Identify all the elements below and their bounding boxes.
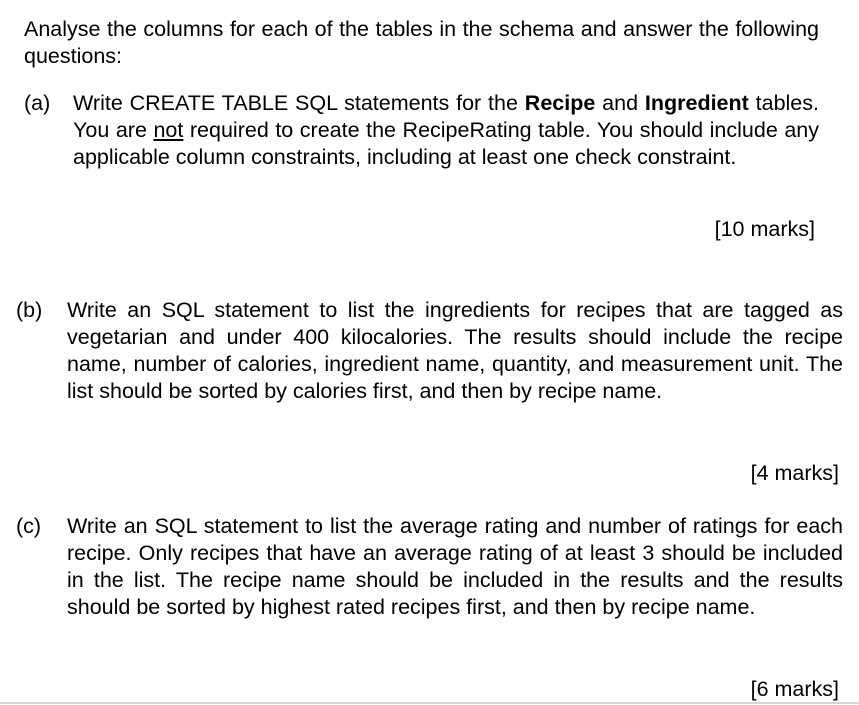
question-a-text bbox=[73, 90, 819, 171]
question-c-marks: [6 marks] bbox=[750, 677, 839, 701]
question-a-text-part: required to create the RecipeRating table. You should include any applicable column constraints, including at least one check constraint. bbox=[73, 118, 819, 169]
not-emphasis: not bbox=[153, 118, 184, 142]
question-b-text: Write an SQL statement to list the ingredients for recipes that are tagged as vegetarian and under 400 kilocalories. The results should include the recipe name, number of calories, ingredient name, quantity, and measurement unit. The list should be sorted by calories first, and then by recipe name. bbox=[67, 298, 843, 403]
instructions-text: Analyse the columns for each of the tables in the schema and answer the following questions: bbox=[24, 17, 819, 68]
bottom-divider bbox=[0, 702, 859, 704]
question-b-marks: [4 marks] bbox=[750, 461, 839, 485]
question-c-text: Write an SQL statement to list the average rating and number of ratings for each recipe. Only recipes that have an average rating of at least 3 should be included in the list. The recipe name should be included in the results and the results should be sorted by highest rated recipes first, and then by recipe name. bbox=[67, 514, 843, 619]
ingredient-table-name: Ingredient bbox=[644, 91, 749, 115]
question-a-text-part: tables. You are bbox=[73, 91, 819, 142]
question-a-label: (a) bbox=[24, 91, 51, 115]
question-b-label: (b) bbox=[16, 298, 43, 322]
question-a-marks: [10 marks] bbox=[714, 217, 815, 241]
recipe-table-name: Recipe bbox=[524, 91, 596, 115]
question-a-text-part: and bbox=[595, 91, 645, 115]
question-a-text-part: Write CREATE TABLE SQL statements for the bbox=[73, 91, 525, 115]
question-c-label: (c) bbox=[16, 514, 42, 538]
